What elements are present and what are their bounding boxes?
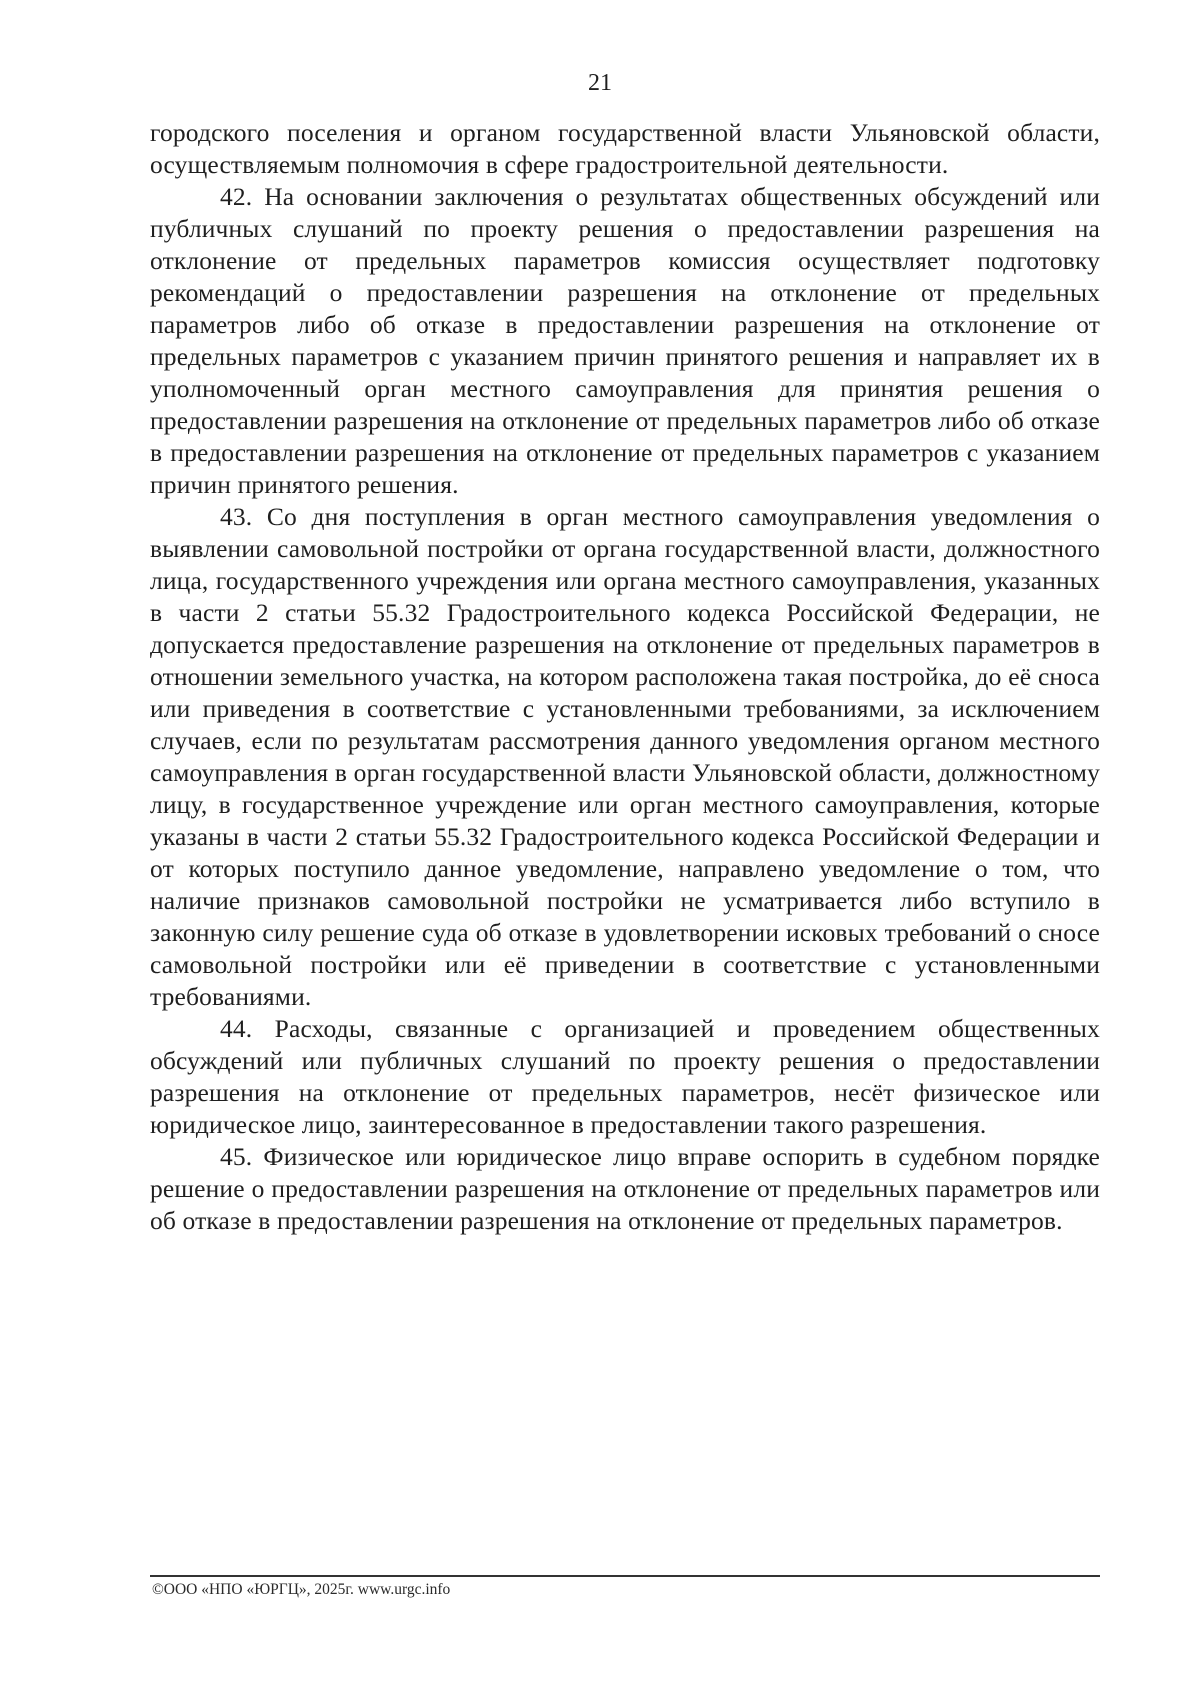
footer-divider — [150, 1575, 1100, 1577]
paragraph-item-45: 45. Физическое или юридическое лицо вправе оспорить в судебном порядке решение о предоставлении разрешения на отклонение от предельных параметров или об отказе в предоставлении разрешения на отклонение от предельных параметров. — [150, 1142, 1100, 1235]
paragraph-item-44: 44. Расходы, связанные с организацией и проведением общественных обсуждений или публичных слушаний по проекту решения о предоставлении разрешения на отклонение от предельных параметров, несёт физическое или юридическое лицо, заинтересованное в предоставлении такого разрешения. — [150, 1014, 1100, 1139]
paragraph-continuation: городского поселения и органом государственной власти Ульяновской области, осуществляемым полномочия в сфере градостроительной деятельности. — [150, 118, 1100, 179]
paragraph-item-42: 42. На основании заключения о результатах общественных обсуждений или публичных слушаний по проекту решения о предоставлении разрешения на отклонение от предельных параметров комиссия осуществляет подготовку рекомендаций о предоставлении разрешения на отклонение от предельных параметров либо об отказе в предоставлении разрешения на отклонение от предельных параметров с указанием причин принятого решения и направляет их в уполномоченный орган местного самоуправления для принятия решения о предоставлении разрешения на отклонение от предельных параметров либо об отказе в предоставлении разрешения на отклонение от предельных параметров с указанием причин принятого решения. — [150, 182, 1100, 499]
page-number: 21 — [588, 70, 612, 96]
footer-copyright: ©ООО «НПО «ЮРГЦ», 2025г. www.urgc.info — [152, 1581, 451, 1598]
paragraph-item-43: 43. Со дня поступления в орган местного самоуправления уведомления о выявлении самовольной постройки от органа государственной власти, должностного лица, государственного учреждения или органа местного самоуправления, указанных в части 2 статьи 55.32 Градостроительного кодекса Российской Федерации, не допускается предоставление разрешения на отклонение от предельных параметров в отношении земельного участка, на котором расположена такая постройка, до её сноса или приведения в соответствие с установленными требованиями, за исключением случаев, если по результатам рассмотрения данного уведомления органом местного самоуправления в орган государственной власти Ульяновской области, должностному лицу, в государственное учреждение или орган местного самоуправления, которые указаны в части 2 статьи 55.32 Градостроительного кодекса Российской Федерации и от которых поступило данное уведомление, направлено уведомление о том, что наличие признаков самовольной постройки не усматривается либо вступило в законную силу решение суда об отказе в удовлетворении исковых требований о сносе самовольной постройки или её приведении в соответствие с установленными требованиями. — [150, 502, 1100, 1011]
document-body — [150, 117, 1100, 1237]
